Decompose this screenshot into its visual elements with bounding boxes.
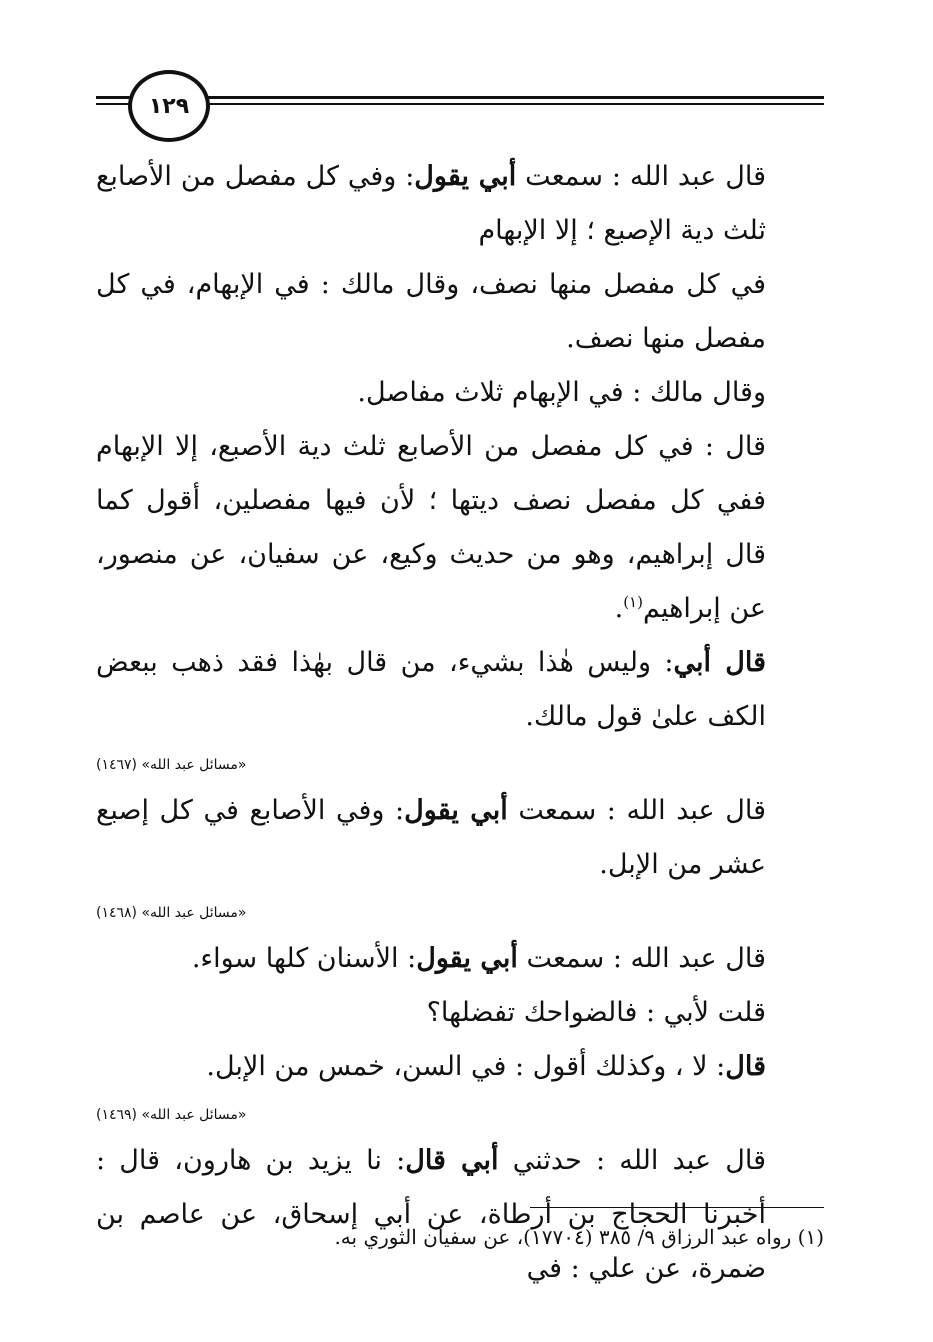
page-number-badge xyxy=(128,70,210,142)
paragraph-9-bold: قال xyxy=(725,1051,766,1082)
paragraph-3: وقال مالك : في الإبهام ثلاث مفاصل. xyxy=(357,377,766,408)
footnote-reference: (١) xyxy=(623,593,643,611)
paragraph-2: في كل مفصل منها نصف، وقال مالك : في الإبهام، في كل مفصل منها نصف. xyxy=(96,269,766,354)
paragraph-1-rest: : وفي كل مفصل من الأصابع ثلث دية الإصبع ؛ إلا الإبهام xyxy=(96,161,766,246)
paragraph-8: قلت لأبي : فالضواحك تفضلها؟ xyxy=(426,997,766,1028)
page-number: ١٢٩ xyxy=(148,93,190,119)
paragraph-6-lead: قال عبد الله : سمعت xyxy=(507,795,767,826)
paragraph-7 xyxy=(96,932,824,986)
footnote-text: رواه عبد الرزاق ٩/ ٣٨٥ (١٧٧٠٤)، عن سفيان الثوري به. xyxy=(334,1225,792,1249)
paragraph-1 xyxy=(96,150,824,258)
paragraph-4 xyxy=(96,420,824,636)
paragraph-6-bold: أبي يقول xyxy=(404,795,508,826)
source-citation-3 xyxy=(96,1104,824,1126)
source-citation-1-text: «مسائل عبد الله» (١٤٦٧) xyxy=(96,757,247,773)
paragraph-7-bold: أبي يقول xyxy=(416,943,518,974)
paragraph-5-bold: قال أبي xyxy=(673,647,767,678)
paragraph-10-lead: قال عبد الله : حدثني xyxy=(498,1145,767,1176)
paragraph-10 xyxy=(96,1134,824,1296)
paragraph-4-text: قال : في كل مفصل من الأصابع ثلث دية الأصبع، إلا الإبهام ففي كل مفصل نصف ديتها ؛ لأن فيها مفصلين، أقول كما قال إبراهيم، وهو من حديث وكيع، عن سفيان، عن منصور، عن إبراهيم xyxy=(96,431,766,624)
source-citation-1 xyxy=(96,754,824,776)
footnote xyxy=(96,1222,824,1252)
paragraph-6-rest: : وفي الأصابع في كل إصبع عشر من الإبل. xyxy=(96,795,766,880)
page-body xyxy=(96,150,824,1296)
footnote-marker: (١) xyxy=(797,1225,824,1249)
paragraph-6 xyxy=(96,784,824,892)
paragraph-9-rest: : لا ، وكذلك أقول : في السن، خمس من الإبل. xyxy=(206,1051,726,1082)
source-citation-2 xyxy=(96,902,824,924)
paragraph-10-bold: أبي قال xyxy=(405,1145,499,1176)
paragraph-1-bold: أبي يقول xyxy=(414,161,517,192)
paragraph-9 xyxy=(96,1040,824,1094)
source-citation-3-text: «مسائل عبد الله» (١٤٦٩) xyxy=(96,1107,247,1123)
paragraph-10-rest: : نا يزيد بن هارون، قال : أخبرنا الحجاج بن أرطاة، عن أبي إسحاق، عن عاصم بن ضمرة، عن علي : في xyxy=(96,1145,766,1284)
page-header xyxy=(96,70,824,140)
paragraph-7-rest: : الأسنان كلها سواء. xyxy=(191,943,417,974)
paragraph-7-lead: قال عبد الله : سمعت xyxy=(517,943,766,974)
footnote-divider xyxy=(530,1207,824,1208)
paragraph-5 xyxy=(96,636,824,744)
paragraph-4-end: . xyxy=(614,593,624,624)
paragraph-5-rest: : وليس هٰذا بشيء، من قال بهٰذا فقد ذهب ببعض الكف علىٰ قول مالك. xyxy=(96,647,766,732)
source-citation-2-text: «مسائل عبد الله» (١٤٦٨) xyxy=(96,905,247,921)
paragraph-1-lead: قال عبد الله : سمعت xyxy=(516,161,766,192)
